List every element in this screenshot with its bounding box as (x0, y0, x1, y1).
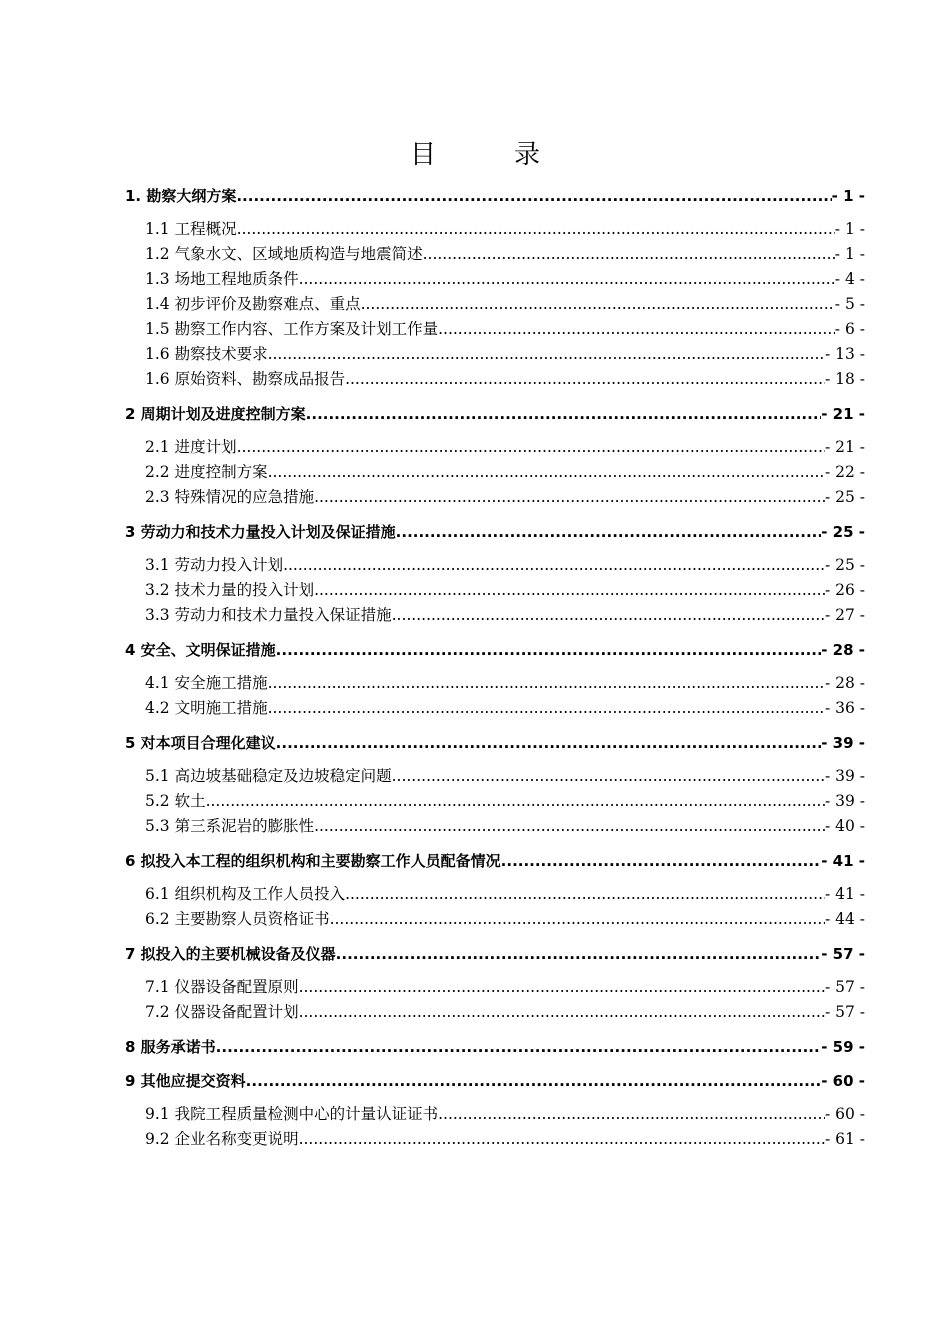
dot-leader (396, 520, 822, 544)
toc-entry-label: 9.1 我院工程质量检测中心的计量认证证书 (145, 1105, 439, 1123)
dot-leader (330, 907, 825, 932)
dot-leader (216, 1035, 822, 1059)
toc-entry-label: 1.6 勘察技术要求 (145, 345, 268, 363)
toc-section-entry[interactable] (125, 1035, 865, 1059)
toc-page-number: - 57 - (824, 978, 865, 996)
toc-page-number: - 25 - (821, 523, 865, 541)
toc-page-number: - 60 - (824, 1105, 865, 1123)
toc-subsection-entry[interactable] (125, 789, 865, 814)
dot-leader (306, 402, 822, 426)
toc-subsection-entry[interactable] (125, 882, 865, 907)
toc-page-number: - 59 - (821, 1038, 865, 1056)
dot-leader (276, 731, 822, 755)
toc-subsection-entry[interactable] (125, 242, 865, 267)
toc-page-number: - 39 - (824, 767, 865, 785)
toc-entry-label: 7.1 仪器设备配置原则 (145, 978, 299, 996)
toc-section-entry[interactable] (125, 849, 865, 873)
toc-page-number: - 25 - (824, 488, 865, 506)
toc-page-number: - 25 - (824, 556, 865, 574)
table-of-contents (125, 184, 865, 1152)
toc-entry-label: 9 其他应提交资料 (125, 1072, 246, 1090)
toc-page-number: - 18 - (824, 370, 865, 388)
dot-leader (268, 460, 825, 485)
toc-entry-label: 4.1 安全施工措施 (145, 674, 268, 692)
toc-page-number: - 28 - (824, 674, 865, 692)
toc-subsection-entry[interactable] (125, 1127, 865, 1152)
toc-section-entry[interactable] (125, 184, 865, 208)
toc-entry-label: 5 对本项目合理化建议 (125, 734, 276, 752)
toc-page-number: - 44 - (824, 910, 865, 928)
toc-entry-label: 1.2 气象水文、区域地质构造与地震简述 (145, 245, 423, 263)
toc-entry-label: 1. 勘察大纲方案 (125, 187, 237, 205)
dot-leader (206, 789, 825, 814)
dot-leader (237, 217, 835, 242)
dot-leader (336, 942, 822, 966)
toc-entry-label: 2.1 进度计划 (145, 438, 237, 456)
toc-entry-label: 1.3 场地工程地质条件 (145, 270, 299, 288)
toc-entry-label: 7.2 仪器设备配置计划 (145, 1003, 299, 1021)
dot-leader (268, 671, 825, 696)
dot-leader (246, 1069, 822, 1093)
toc-subsection-entry[interactable] (125, 975, 865, 1000)
toc-page-number: - 28 - (821, 641, 865, 659)
toc-entry-label: 1.6 原始资料、勘察成品报告 (145, 370, 346, 388)
dot-leader (345, 882, 825, 907)
toc-subsection-entry[interactable] (125, 460, 865, 485)
dot-leader (237, 435, 825, 460)
toc-entry-label: 5.2 软土 (145, 792, 206, 810)
toc-page-number: - 39 - (821, 734, 865, 752)
toc-entry-label: 2.3 特殊情况的应急措施 (145, 488, 315, 506)
dot-leader (501, 849, 822, 873)
toc-entry-label: 4 安全、文明保证措施 (125, 641, 276, 659)
toc-page-number: - 13 - (824, 345, 865, 363)
toc-entry-label: 3 劳动力和技术力量投入计划及保证措施 (125, 523, 396, 541)
toc-entry-label: 3.3 劳动力和技术力量投入保证措施 (145, 606, 392, 624)
dot-leader (283, 553, 825, 578)
toc-page-number: - 1 - (831, 187, 865, 205)
toc-page-number: - 26 - (824, 581, 865, 599)
dot-leader (299, 1000, 825, 1025)
dot-leader (276, 638, 822, 662)
toc-subsection-entry[interactable] (125, 671, 865, 696)
toc-entry-label: 7 拟投入的主要机械设备及仪器 (125, 945, 336, 963)
toc-section-entry[interactable] (125, 402, 865, 426)
toc-page-number: - 61 - (824, 1130, 865, 1148)
toc-entry-label: 1.5 勘察工作内容、工作方案及计划工作量 (145, 320, 439, 338)
toc-section-entry[interactable] (125, 1069, 865, 1093)
dot-leader (299, 975, 825, 1000)
dot-leader (438, 317, 835, 342)
toc-section-entry[interactable] (125, 520, 865, 544)
toc-page-number: - 21 - (824, 438, 865, 456)
toc-subsection-entry[interactable] (125, 267, 865, 292)
toc-entry-label: 4.2 文明施工措施 (145, 699, 268, 717)
dot-leader (236, 184, 831, 208)
dot-leader (299, 1127, 825, 1152)
toc-entry-label: 9.2 企业名称变更说明 (145, 1130, 299, 1148)
dot-leader (268, 696, 825, 721)
toc-entry-label: 2 周期计划及进度控制方案 (125, 405, 306, 423)
dot-leader (314, 814, 825, 839)
toc-subsection-entry[interactable] (125, 367, 865, 392)
toc-subsection-entry[interactable] (125, 1000, 865, 1025)
toc-subsection-entry[interactable] (125, 553, 865, 578)
dot-leader (438, 1102, 825, 1127)
toc-page-number: - 1 - (834, 220, 865, 238)
toc-subsection-entry[interactable] (125, 292, 865, 317)
dot-leader (361, 292, 835, 317)
dot-leader (423, 242, 835, 267)
toc-page-number: - 22 - (824, 463, 865, 481)
toc-page-number: - 41 - (821, 852, 865, 870)
toc-subsection-entry[interactable] (125, 764, 865, 789)
toc-page-number: - 21 - (821, 405, 865, 423)
toc-page-number: - 40 - (824, 817, 865, 835)
toc-section-entry[interactable] (125, 942, 865, 966)
dot-leader (314, 485, 825, 510)
toc-page-number: - 1 - (834, 245, 865, 263)
toc-page-number: - 60 - (821, 1072, 865, 1090)
toc-page-number: - 6 - (834, 320, 865, 338)
toc-entry-label: 3.2 技术力量的投入计划 (145, 581, 315, 599)
toc-subsection-entry[interactable] (125, 1102, 865, 1127)
toc-entry-label: 1.4 初步评价及勘察难点、重点 (145, 295, 361, 313)
toc-page-number: - 57 - (821, 945, 865, 963)
toc-entry-label: 2.2 进度控制方案 (145, 463, 268, 481)
toc-subsection-entry[interactable] (125, 814, 865, 839)
dot-leader (299, 267, 835, 292)
toc-subsection-entry[interactable] (125, 342, 865, 367)
toc-page-number: - 27 - (824, 606, 865, 624)
toc-subsection-entry[interactable] (125, 696, 865, 721)
toc-entry-label: 5.3 第三系泥岩的膨胀性 (145, 817, 315, 835)
dot-leader (268, 342, 825, 367)
toc-page-number: - 4 - (834, 270, 865, 288)
toc-entry-label: 8 服务承诺书 (125, 1038, 216, 1056)
toc-section-entry[interactable] (125, 638, 865, 662)
toc-subsection-entry[interactable] (125, 485, 865, 510)
toc-page-number: - 5 - (834, 295, 865, 313)
toc-title: 目 录 (409, 140, 566, 170)
toc-entry-label: 6 拟投入本工程的组织机构和主要勘察工作人员配备情况 (125, 852, 501, 870)
toc-subsection-entry[interactable] (125, 317, 865, 342)
toc-page-number: - 39 - (824, 792, 865, 810)
toc-page-number: - 36 - (824, 699, 865, 717)
dot-leader (392, 764, 825, 789)
toc-subsection-entry[interactable] (125, 435, 865, 460)
toc-entry-label: 5.1 高边坡基础稳定及边坡稳定问题 (145, 767, 392, 785)
toc-section-entry[interactable] (125, 731, 865, 755)
toc-entry-label: 6.2 主要勘察人员资格证书 (145, 910, 330, 928)
toc-subsection-entry[interactable] (125, 217, 865, 242)
toc-subsection-entry[interactable] (125, 578, 865, 603)
toc-entry-label: 6.1 组织机构及工作人员投入 (145, 885, 346, 903)
toc-page-number: - 41 - (824, 885, 865, 903)
dot-leader (314, 578, 825, 603)
toc-entry-label: 3.1 劳动力投入计划 (145, 556, 284, 574)
dot-leader (392, 603, 825, 628)
toc-entry-label: 1.1 工程概况 (145, 220, 237, 238)
toc-subsection-entry[interactable] (125, 603, 865, 628)
toc-subsection-entry[interactable] (125, 907, 865, 932)
dot-leader (345, 367, 825, 392)
toc-page-number: - 57 - (824, 1003, 865, 1021)
